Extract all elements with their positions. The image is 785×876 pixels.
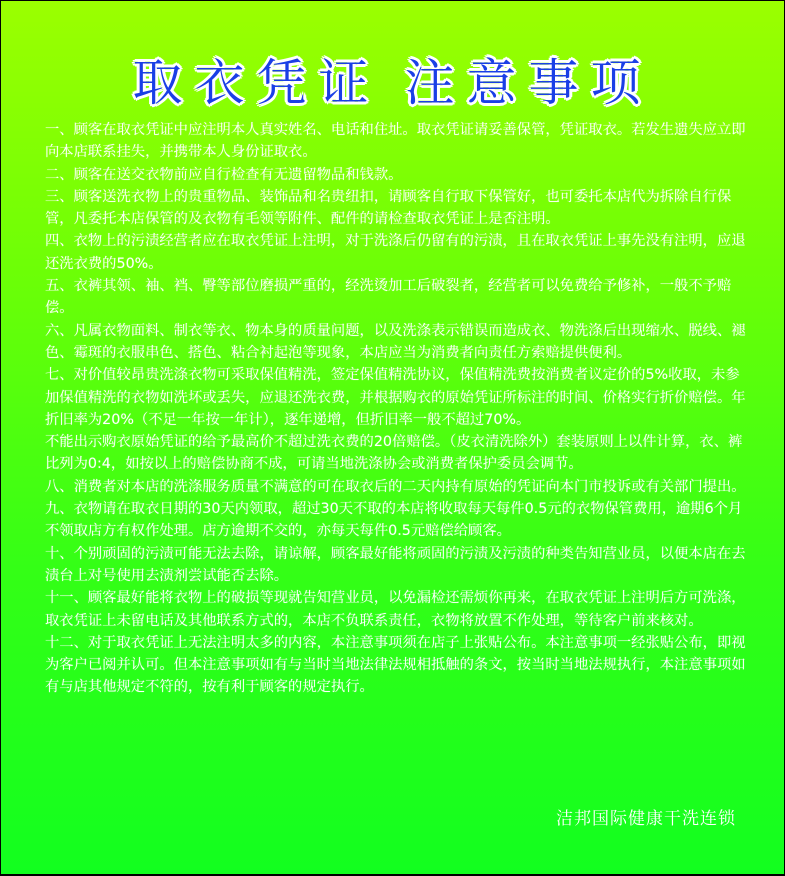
company-signature: 洁邦国际健康干洗连锁 [556,809,736,829]
rule-item-2: 二、顾客在送交衣物前应自行检查有无遗留物品和钱款。 [45,166,403,183]
rule-item-9: 九、衣物请在取衣日期的30天内领取，超过30天不取的本店将收取每天每件0.5元的衣物保管费用，逾期6个月不领取店方有权作处理。店方逾期不交的，亦每天每件0.5元赔偿给顾客。 [45,501,743,540]
rule-item-7-continued: 不能出示购衣原始凭证的给予最高价不超过洗衣费的20倍赔偿。（皮衣清洗除外）套装原则上以件计算，衣、裤比列为0:4，如按以上的赔偿协商不成，可请当地洗涤协会或消费者保护委员会调节。 [45,434,743,473]
page-title [1,53,784,113]
rule-item-4: 四、衣物上的污渍经营者应在取衣凭证上注明，对于洗涤后仍留有的污渍，且在取衣凭证上事先没有注明，应退还洗衣费的50%。 [45,233,746,272]
rule-item-10: 十、个别顽固的污渍可能无法去除，请谅解，顾客最好能将顽固的污渍及污渍的种类告知营业员，以便本店在去渍台上对号使用去渍剂尝试能否去除。 [45,545,746,584]
rule-item-8: 八、消费者对本店的洗涤服务质量不满意的可在取衣后的二天内持有原始的凭证向本门市投诉或有关部门提出。 [45,478,746,495]
rule-item-7: 七、对价值较昂贵洗涤衣物可采取保值精洗，签定保值精洗协议，保值精洗费按消费者议定价的5%收取，未参加保值精洗的衣物如洗坏或丢失，应退还洗衣费，并根据购衣的原始凭证所标注的时间、价格实行折价赔偿。年折旧率为20%（不足一年按一年计），逐年递增，但折旧率一般不超过70%。 [45,367,746,428]
rule-item-12: 十二、对于取衣凭证上无法注明太多的内容，本注意事项须在店子上张贴公布。本注意事项一经张贴公布，即视为客户已阅并认可。但本注意事项如有与当时当地法律法规相抵触的条文，按当时当地法规执行，本注意事项如有与店其他规定不符的，按有利于顾客的规定执行。 [45,634,746,696]
rule-item-6: 六、凡属衣物面料、制衣等衣、物本身的质量问题，以及洗涤表示错误而造成衣、物洗涤后出现缩水、脱线、褪色、霉斑的衣服串色、搭色、粘合衬起泡等现象，本店应当为消费者向责任方索赔提供便利。 [45,322,746,361]
rule-item-3: 三、顾客送洗衣物上的贵重物品、装饰品和名贵纽扣，请顾客自行取下保管好，也可委托本店代为拆除自行保管，凡委托本店保管的及衣物有毛领等附件、配件的请检查取衣凭证上是否注明。 [45,188,732,228]
notice-poster [1,1,784,874]
rule-item-5: 五、衣裤其领、袖、裆、臀等部位磨损严重的，经洗烫加工后破裂者，经营者可以免费给予修补，一般不予赔偿。 [45,278,732,317]
title-part-notice: 注意事项 [404,54,653,112]
rule-item-1: 一、顾客在取衣凭证中应注明本人真实姓名、电话和住址。取衣凭证请妥善保管，凭证取衣。若发生遗失应立即向本店联系挂失，并携带本人身份证取衣。 [45,122,746,161]
rule-item-11: 十一、顾客最好能将衣物上的破损等现就告知营业员，以免漏检还需烦你再来，在取衣凭证上注明后方可洗涤，取衣凭证上未留电话及其他联系方式的，本店不负联系责任，衣物将放置不作处理，等待客户前来核对。 [45,590,746,629]
title-part-receipt: 取衣凭证 [132,54,381,112]
rules-list [45,119,751,699]
